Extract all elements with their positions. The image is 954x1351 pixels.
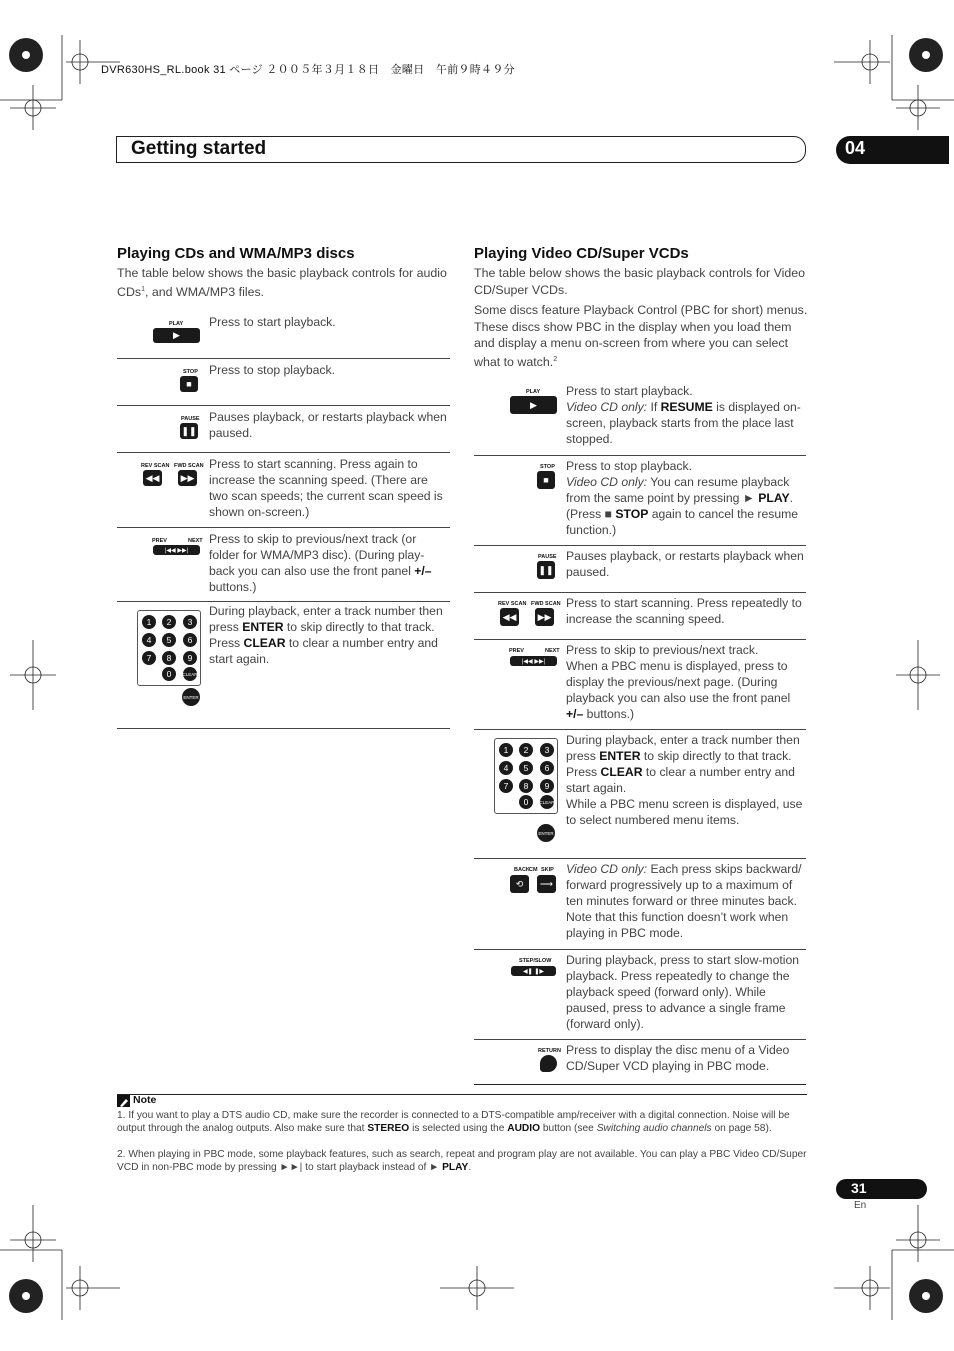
play-button-icon: ▶ [153, 328, 200, 343]
key-6: 6 [540, 761, 554, 775]
key-1: 1 [499, 743, 513, 757]
key-2: 2 [519, 743, 533, 757]
enter-key: ENTER [182, 688, 200, 706]
chapter-title: Getting started [131, 138, 267, 159]
step-slow-icon: ◀❚ ❚▶ [511, 966, 556, 976]
stop-label: STOP [540, 464, 555, 470]
row-desc: Press to stop playback. Video CD only: You can resume playback from the same point by pressing ► PLAY. (Press ■ STOP again to cancel the resume function.) [566, 459, 799, 537]
key-5: 5 [519, 761, 533, 775]
clear-key: CLEAR [540, 795, 554, 809]
stop-label: STOP [183, 369, 198, 375]
key-4: 4 [142, 633, 156, 647]
key-9: 9 [540, 779, 554, 793]
table-row [117, 406, 450, 453]
chapter-number-tab [836, 136, 949, 164]
key-7: 7 [499, 779, 513, 793]
row-desc: Pauses playback, or restarts playback when paused. [209, 410, 447, 440]
table-row [474, 859, 806, 950]
row-desc: Press to start scanning. Press again to increase the scanning speed. (There are two scan speeds; the current scan speed is shown on-screen.) [209, 457, 443, 519]
pause-label: PAUSE [538, 554, 557, 560]
table-row [474, 950, 806, 1040]
table-row [474, 381, 806, 456]
note-2: 2. When playing in PBC mode, some playback features, such as search, repeat and program play are not available. You can play a PBC Video CD/Super VCD in non-PBC mode by pressing ►►| to start playback instead of ► PLAY. [117, 1149, 807, 1173]
row-desc: During playback, enter a track number then press ENTER to skip directly to that track. Press CLEAR to clear a number entry and start again. [209, 604, 443, 666]
page-number-tab [836, 1179, 927, 1199]
key-2: 2 [162, 615, 176, 629]
key-0: 0 [162, 667, 176, 681]
key-6: 6 [183, 633, 197, 647]
number-keypad [494, 738, 558, 814]
table-row [474, 730, 806, 859]
skip-label: SKIP [541, 867, 554, 873]
note-divider [117, 1094, 807, 1095]
chapter-title-bar [116, 136, 806, 163]
rev-scan-label: REV SCAN [498, 601, 527, 607]
prev-next-icon: |◀◀ ▶▶| [153, 545, 200, 555]
rev-scan-label: REV SCAN [141, 463, 170, 469]
row-desc: During playback, press to start slow-motion playback. Press repeatedly to change the playback speed (forward only). While paused, press to advance a single frame (forward only). [566, 953, 800, 1031]
key-4: 4 [499, 761, 513, 775]
row-desc: Video CD only: Each press skips backward/ forward progressively up to a maximum of ten minutes forward or three minutes back. Note that this function doesn’t work when playing in PBC mode. [566, 862, 802, 940]
rev-scan-icon: ◀◀ [143, 470, 162, 486]
row-desc: Press to display the disc menu of a Video CD/Super VCD playing in PBC mode. [566, 1043, 790, 1073]
note-1: 1. If you want to play a DTS audio CD, make sure the recorder is connected to a DTS-compatible amp/receiver with a digital connection. Noise will be output through the analog outputs. Also make sure that STEREO is selected using the AUDIO button (see Switching audio channels on page 58). [117, 1110, 790, 1134]
return-label: RETURN [538, 1048, 561, 1054]
key-5: 5 [162, 633, 176, 647]
commercial-skip-icon: ⟶ [537, 875, 556, 893]
play-label: PLAY [169, 321, 184, 327]
commercial-back-icon: ⟲ [510, 875, 529, 893]
right-section-title: Playing Video CD/Super VCDs [474, 245, 689, 262]
pause-label: PAUSE [181, 416, 200, 422]
note-label: Note [133, 1094, 157, 1106]
note-icon [117, 1095, 130, 1107]
key-3: 3 [183, 615, 197, 629]
enter-key: ENTER [537, 824, 555, 842]
play-button-icon: ▶ [510, 396, 557, 414]
print-header: DVR630HS_RL.book 31 ページ ２００５年３月１８日 金曜日 午前９時４９分 [101, 64, 515, 76]
fwd-scan-icon: ▶▶ [178, 470, 197, 486]
row-desc: Press to start playback. [209, 315, 336, 329]
page-lang: En [854, 1200, 867, 1211]
table-row [474, 640, 806, 730]
table-row [117, 359, 450, 406]
row-desc: Press to start scanning. Press repeatedly to increase the scanning speed. [566, 596, 802, 626]
key-7: 7 [142, 651, 156, 665]
pause-button-icon: ❚❚ [180, 423, 198, 439]
next-label: NEXT [545, 648, 560, 654]
step-slow-label: STEP/SLOW [519, 958, 552, 964]
stop-button-icon: ■ [537, 471, 555, 489]
prev-label: PREV [509, 648, 524, 654]
cm-label: CM [529, 867, 538, 873]
table-row [474, 546, 806, 593]
prev-label: PREV [152, 538, 167, 544]
right-control-table [474, 381, 806, 1085]
play-label: PLAY [526, 389, 541, 395]
key-8: 8 [162, 651, 176, 665]
table-row [474, 1040, 806, 1085]
table-row [474, 593, 806, 640]
row-desc: Press to skip to previous/next track (or folder for WMA/MP3 disc). (During play-back you can also use the front panel +/– buttons.) [209, 532, 432, 594]
key-1: 1 [142, 615, 156, 629]
fwd-scan-label: FWD SCAN [174, 463, 204, 469]
table-row [117, 311, 450, 359]
row-desc: Press to start playback. Video CD only: If RESUME is displayed on-screen, playback starts from the place last stopped. [566, 384, 801, 446]
table-row [474, 456, 806, 546]
stop-button-icon: ■ [180, 376, 198, 392]
table-row [117, 528, 450, 602]
rev-scan-icon: ◀◀ [500, 608, 519, 626]
table-row [117, 453, 450, 528]
key-0: 0 [519, 795, 533, 809]
right-intro: The table below shows the basic playback controls for Video CD/Super VCDs. Some discs feature Playback Control (PBC for short) menus. These discs show PBC in the display when you load them and display a menu on-screen from where you can select what to watch.$^2$ [474, 266, 808, 369]
prev-next-icon: |◀◀ ▶▶| [510, 656, 557, 666]
clear-key: CLEAR [183, 667, 197, 681]
row-desc: Press to stop playback. [209, 363, 335, 377]
page-number: 31 [851, 1180, 867, 1196]
key-9: 9 [183, 651, 197, 665]
next-label: NEXT [188, 538, 203, 544]
fwd-scan-icon: ▶▶ [535, 608, 554, 626]
left-intro: The table below shows the basic playback controls for audio CDs$^1$, and WMA/MP3 files. [117, 266, 447, 299]
row-desc: Press to skip to previous/next track. When a PBC menu is displayed, press to display the previous/next page. (During playback you can also use the front panel +/– buttons.) [566, 643, 791, 721]
key-3: 3 [540, 743, 554, 757]
number-keypad [137, 610, 201, 686]
chapter-number: 04 [845, 138, 866, 158]
left-section-title: Playing CDs and WMA/MP3 discs [117, 245, 355, 262]
row-desc: During playback, enter a track number then press ENTER to skip directly to that track. Press CLEAR to clear a number entry and start again. While a PBC menu screen is displayed, use to select numbered menu items. [566, 733, 803, 827]
row-desc: Pauses playback, or restarts playback when paused. [566, 549, 804, 579]
key-8: 8 [519, 779, 533, 793]
fwd-scan-label: FWD SCAN [531, 601, 561, 607]
return-button-icon [540, 1055, 557, 1072]
left-control-table [117, 311, 450, 729]
back-label: BACK [514, 867, 530, 873]
pause-button-icon: ❚❚ [537, 561, 555, 579]
table-row [117, 602, 450, 729]
